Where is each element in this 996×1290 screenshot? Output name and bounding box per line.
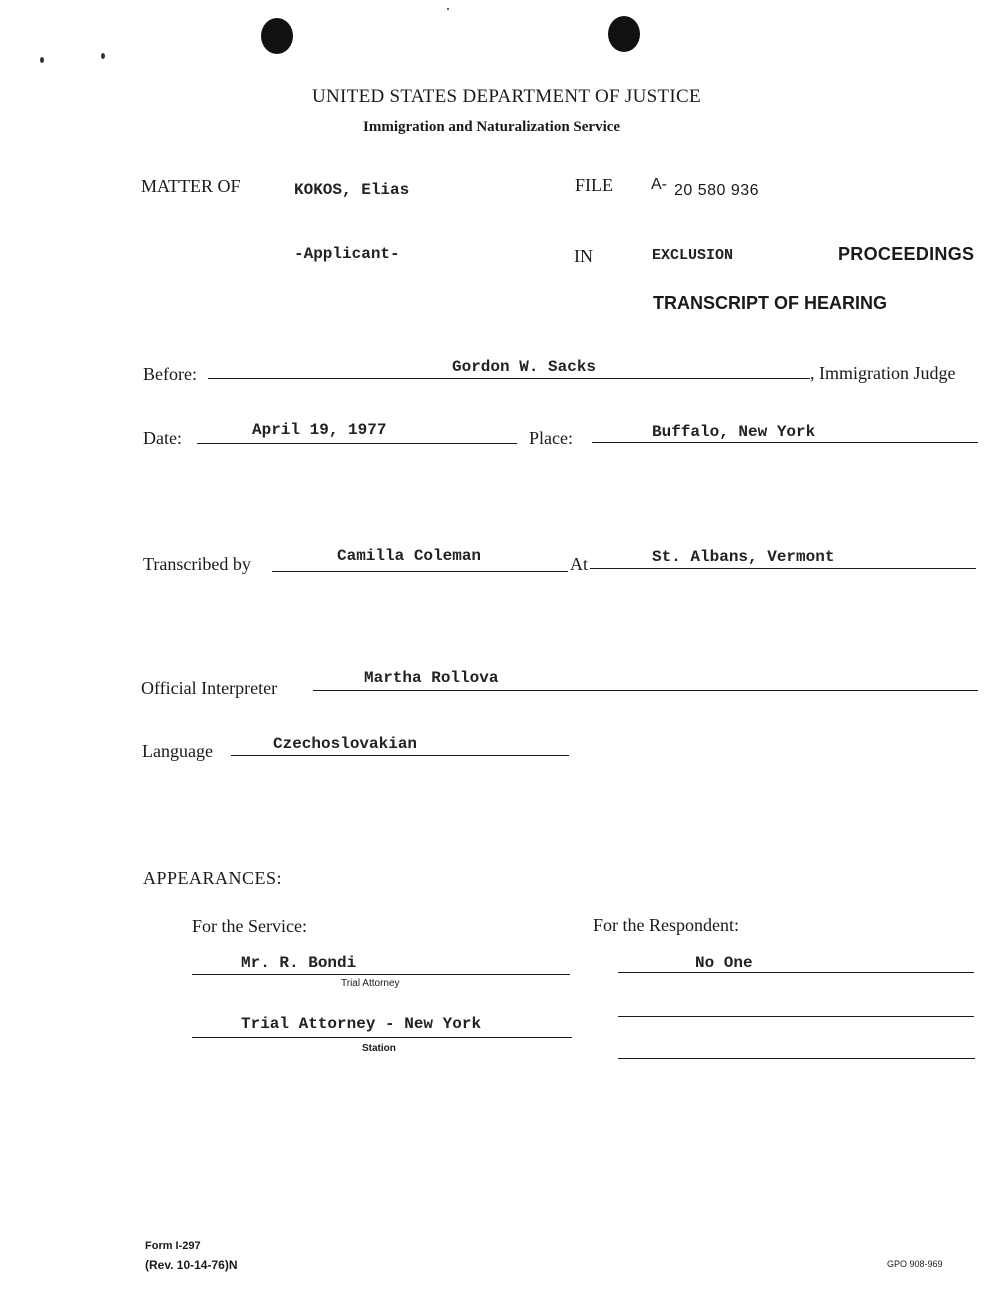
immigration-judge-label: , Immigration Judge xyxy=(810,363,956,383)
at-label: At xyxy=(570,554,588,574)
before-line xyxy=(208,378,810,379)
service-attorney-line xyxy=(192,974,570,975)
transcribed-line xyxy=(272,571,568,572)
language-label: Language xyxy=(142,741,213,761)
appearances-heading: APPEARANCES: xyxy=(143,868,283,888)
respondent-line-1 xyxy=(618,972,974,973)
file-prefix: A- xyxy=(651,176,667,193)
matter-of-label: MATTER OF xyxy=(141,176,241,196)
speck xyxy=(447,8,449,10)
place-value: Buffalo, New York xyxy=(652,423,816,441)
date-label: Date: xyxy=(143,428,182,448)
proceedings-type: EXCLUSION xyxy=(652,247,734,264)
form-number: Form I-297 xyxy=(145,1240,201,1252)
trial-attorney-caption: Trial Attorney xyxy=(341,978,400,989)
gpo-number: GPO 908-969 xyxy=(887,1259,943,1269)
for-the-respondent-label: For the Respondent: xyxy=(593,915,739,935)
transcript-title: TRANSCRIPT OF HEARING xyxy=(653,293,887,313)
date-value: April 19, 1977 xyxy=(252,421,387,439)
in-label: IN xyxy=(574,246,593,266)
punch-hole-right xyxy=(608,16,640,52)
service-attorney-name: Mr. R. Bondi xyxy=(241,954,357,972)
form-revision: (Rev. 10-14-76)N xyxy=(145,1258,238,1272)
proceedings-word: PROCEEDINGS xyxy=(838,244,975,264)
transcriber-name: Camilla Coleman xyxy=(337,547,482,565)
respondent-line-3 xyxy=(618,1058,975,1059)
for-the-service-label: For the Service: xyxy=(192,916,307,936)
applicant-role: -Applicant- xyxy=(294,245,400,263)
date-line xyxy=(197,443,517,444)
at-location: St. Albans, Vermont xyxy=(652,548,835,566)
interpreter-name: Martha Rollova xyxy=(364,669,499,687)
speck xyxy=(101,53,105,59)
place-label: Place: xyxy=(529,428,573,448)
service-station-line xyxy=(192,1037,572,1038)
judge-name: Gordon W. Sacks xyxy=(452,358,597,376)
department-title: UNITED STATES DEPARTMENT OF JUSTICE xyxy=(312,86,701,107)
service-station: Trial Attorney - New York xyxy=(241,1015,482,1033)
file-label: FILE xyxy=(575,175,613,195)
before-label: Before: xyxy=(143,364,197,384)
station-caption: Station xyxy=(362,1043,396,1054)
at-line xyxy=(590,568,976,569)
punch-hole-left xyxy=(261,18,293,54)
interpreter-label: Official Interpreter xyxy=(141,678,278,698)
interpreter-line xyxy=(313,690,978,691)
language-value: Czechoslovakian xyxy=(273,735,418,753)
agency-subtitle: Immigration and Naturalization Service xyxy=(363,119,621,135)
speck xyxy=(40,57,44,63)
language-line xyxy=(231,755,569,756)
place-line xyxy=(592,442,978,443)
file-number: 20 580 936 xyxy=(674,182,760,199)
respondent-line-2 xyxy=(618,1016,974,1017)
respondent-value: No One xyxy=(695,954,753,972)
transcribed-by-label: Transcribed by xyxy=(143,554,251,574)
matter-name: KOKOS, Elias xyxy=(294,181,410,199)
